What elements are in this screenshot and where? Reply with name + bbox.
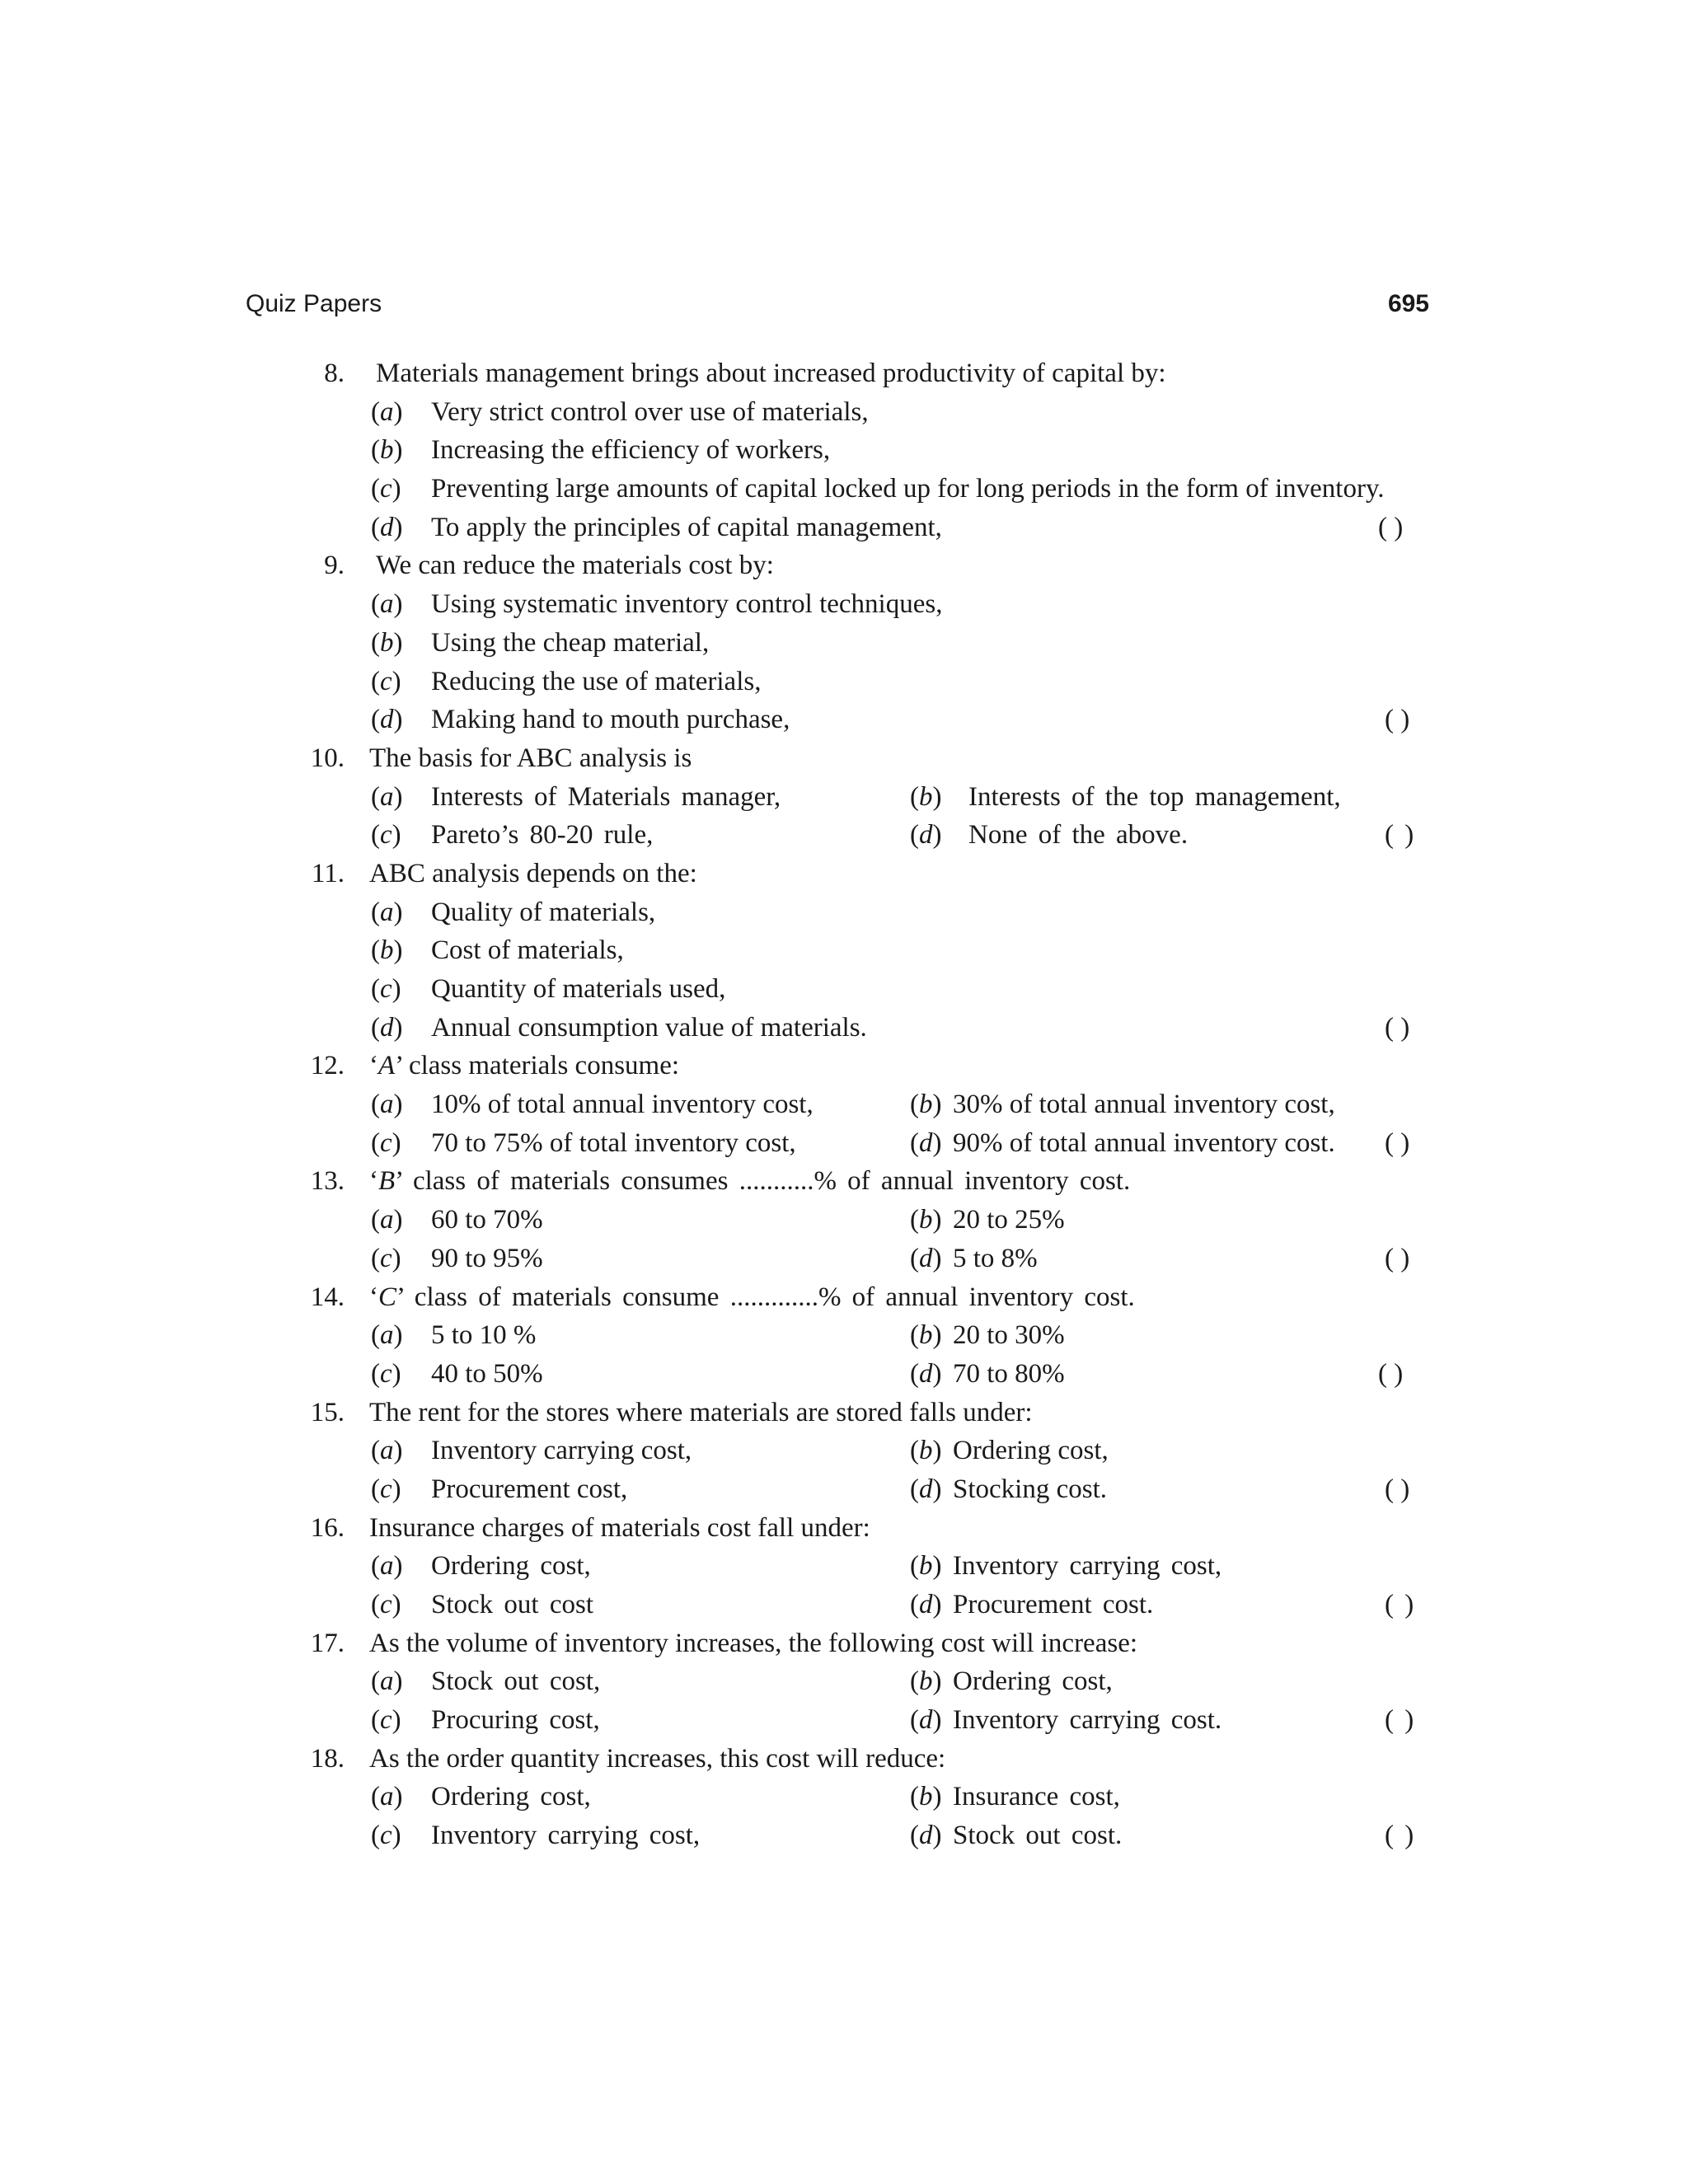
option-b: Ordering cost, — [953, 1436, 1109, 1466]
option-c: 90 to 95% — [431, 1243, 543, 1273]
option-d: 70 to 80% — [953, 1358, 1065, 1389]
option-row — [0, 1085, 1688, 1124]
answer-blank: ( ) — [1385, 1474, 1410, 1504]
option-d: Making hand to mouth purchase, — [431, 705, 790, 735]
question-number: 12. — [310, 1051, 345, 1081]
answer-blank: ( ) — [1385, 1590, 1414, 1619]
option-letter-b: (b) — [371, 435, 403, 466]
option-b: Cost of materials, — [431, 935, 624, 966]
option-row — [0, 1124, 1688, 1163]
option-row — [0, 1778, 1688, 1816]
option-a: Stock out cost, — [431, 1666, 601, 1697]
option-b: Using the cheap material, — [431, 627, 710, 658]
option-d: None of the above. — [968, 820, 1189, 851]
option-b: Interests of the top management, — [968, 781, 1341, 812]
question-number: 15. — [310, 1397, 345, 1427]
question-14 — [0, 1278, 1688, 1317]
option-row — [0, 1240, 1688, 1278]
option-row — [0, 931, 1688, 970]
answer-blank: ( ) — [1385, 820, 1414, 851]
question-text: We can reduce the materials cost by: — [376, 551, 774, 581]
option-a: Quality of materials, — [431, 897, 656, 927]
option-a: Very strict control over use of materials, — [431, 396, 869, 427]
option-letter-b: (b) — [910, 1551, 942, 1582]
running-head-title: Quiz Papers — [246, 290, 382, 317]
question-number: 9. — [324, 551, 345, 581]
option-letter-b: (b) — [910, 1205, 942, 1235]
option-d: Stock out cost. — [953, 1821, 1123, 1851]
answer-blank: ( ) — [1378, 512, 1404, 542]
question-8 — [0, 354, 1688, 393]
option-row — [0, 585, 1688, 624]
option-row — [0, 1470, 1688, 1509]
question-text: The rent for the stores where materials are stored falls under: — [369, 1397, 1033, 1427]
option-b: Insurance cost, — [953, 1782, 1120, 1812]
option-d: Stocking cost. — [953, 1474, 1107, 1504]
option-letter-a: (a) — [371, 1320, 403, 1351]
option-letter-a: (a) — [371, 396, 403, 427]
option-letter-d: (d) — [910, 820, 942, 851]
option-letter-d: (d) — [371, 512, 403, 542]
option-a: 60 to 70% — [431, 1205, 543, 1235]
option-row — [0, 1586, 1688, 1624]
answer-blank: ( ) — [1385, 705, 1410, 735]
option-letter-c: (c) — [371, 1474, 401, 1504]
option-a: Using systematic inventory control techniques, — [431, 589, 943, 620]
option-d: 90% of total annual inventory cost. — [953, 1127, 1335, 1158]
option-letter-d: (d) — [910, 1243, 942, 1273]
option-b: Increasing the efficiency of workers, — [431, 435, 831, 466]
option-row — [0, 1547, 1688, 1586]
option-row — [0, 1009, 1688, 1047]
question-number: 16. — [310, 1512, 345, 1543]
answer-blank: ( ) — [1385, 1243, 1410, 1273]
option-d: To apply the principles of capital management, — [431, 512, 942, 542]
question-number: 17. — [310, 1628, 345, 1658]
option-letter-d: (d) — [910, 1590, 942, 1619]
option-c: Procurement cost, — [431, 1474, 628, 1504]
question-number: 18. — [310, 1743, 345, 1774]
option-letter-c: (c) — [371, 1243, 401, 1273]
answer-blank: ( ) — [1378, 1358, 1404, 1389]
question-number: 14. — [310, 1282, 345, 1312]
question-9 — [0, 546, 1688, 585]
option-letter-d: (d) — [371, 1012, 403, 1043]
option-letter-c: (c) — [371, 474, 401, 504]
option-a: Ordering cost, — [431, 1782, 591, 1812]
option-letter-c: (c) — [371, 666, 401, 696]
option-letter-b: (b) — [910, 1320, 942, 1351]
option-a: 10% of total annual inventory cost, — [431, 1090, 814, 1120]
option-d: Annual consumption value of materials. — [431, 1012, 867, 1043]
option-b: Inventory carrying cost, — [953, 1551, 1222, 1582]
question-17 — [0, 1624, 1688, 1663]
question-text: The basis for ABC analysis is — [369, 743, 692, 773]
option-a: 5 to 10 % — [431, 1320, 537, 1351]
question-12 — [0, 1047, 1688, 1085]
option-letter-c: (c) — [371, 1590, 401, 1619]
option-letter-d: (d) — [371, 705, 403, 735]
option-row — [0, 1701, 1688, 1740]
option-c: Quantity of materials used, — [431, 974, 726, 1004]
option-letter-b: (b) — [910, 781, 942, 812]
question-text: Insurance charges of materials cost fall under: — [369, 1512, 870, 1543]
option-b: 20 to 30% — [953, 1320, 1065, 1351]
option-row — [0, 624, 1688, 663]
question-15 — [0, 1394, 1688, 1432]
option-letter-a: (a) — [371, 1782, 403, 1812]
option-letter-a: (a) — [371, 1666, 403, 1697]
option-b: Ordering cost, — [953, 1666, 1113, 1697]
option-letter-d: (d) — [910, 1705, 942, 1736]
answer-blank: ( ) — [1385, 1012, 1410, 1043]
answer-blank: ( ) — [1385, 1127, 1410, 1158]
option-c: Pareto’s 80-20 rule, — [431, 820, 654, 851]
question-text: ‘C’ class of materials consume .............% of annual inventory cost. — [369, 1282, 1135, 1312]
option-row — [0, 1432, 1688, 1470]
option-a: Interests of Materials manager, — [431, 781, 781, 812]
question-10 — [0, 739, 1688, 778]
answer-blank: ( ) — [1385, 1705, 1414, 1736]
option-b: 30% of total annual inventory cost, — [953, 1090, 1335, 1120]
option-c: 70 to 75% of total inventory cost, — [431, 1127, 796, 1158]
question-list — [0, 354, 1688, 1855]
option-row — [0, 470, 1688, 509]
question-number: 8. — [324, 359, 345, 388]
option-row — [0, 701, 1688, 739]
page-number: 695 — [1387, 290, 1429, 317]
option-a: Ordering cost, — [431, 1551, 591, 1582]
option-d: Inventory carrying cost. — [953, 1705, 1222, 1736]
question-text: ‘A’ class materials consume: — [369, 1051, 680, 1081]
option-letter-d: (d) — [910, 1358, 942, 1389]
option-c: Inventory carrying cost, — [431, 1821, 701, 1851]
option-c: Stock out cost — [431, 1590, 593, 1619]
option-letter-c: (c) — [371, 1821, 401, 1851]
option-row — [0, 509, 1688, 547]
option-letter-a: (a) — [371, 897, 403, 927]
option-row — [0, 1201, 1688, 1240]
option-letter-c: (c) — [371, 820, 401, 851]
option-row — [0, 816, 1688, 855]
option-letter-a: (a) — [371, 781, 403, 812]
option-letter-b: (b) — [910, 1666, 942, 1697]
question-text: As the volume of inventory increases, the following cost will increase: — [369, 1628, 1138, 1658]
option-letter-a: (a) — [371, 589, 403, 620]
option-row — [0, 1355, 1688, 1394]
option-c: Procuring cost, — [431, 1705, 600, 1736]
option-row — [0, 1662, 1688, 1701]
option-row — [0, 1316, 1688, 1355]
option-letter-c: (c) — [371, 1358, 401, 1389]
question-text: ‘B’ class of materials consumes ...........% of annual inventory cost. — [369, 1166, 1131, 1197]
question-18 — [0, 1740, 1688, 1779]
question-number: 11. — [311, 858, 345, 888]
option-letter-a: (a) — [371, 1436, 403, 1466]
option-letter-b: (b) — [371, 627, 403, 658]
option-letter-c: (c) — [371, 1705, 401, 1736]
option-letter-b: (b) — [371, 935, 403, 966]
option-row — [0, 893, 1688, 932]
option-letter-d: (d) — [910, 1127, 942, 1158]
option-b: 20 to 25% — [953, 1205, 1065, 1235]
option-a: Inventory carrying cost, — [431, 1436, 692, 1466]
option-d: Procurement cost. — [953, 1590, 1154, 1619]
option-row — [0, 393, 1688, 432]
option-row — [0, 431, 1688, 470]
question-number: 10. — [310, 743, 345, 773]
option-c: Preventing large amounts of capital locked up for long periods in the form of inventory. — [431, 474, 1385, 504]
question-16 — [0, 1509, 1688, 1548]
question-number: 13. — [310, 1166, 345, 1197]
question-text: As the order quantity increases, this cost will reduce: — [369, 1743, 946, 1774]
option-row — [0, 663, 1688, 701]
option-letter-a: (a) — [371, 1551, 403, 1582]
option-letter-b: (b) — [910, 1090, 942, 1120]
option-row — [0, 1816, 1688, 1855]
question-text: Materials management brings about increased productivity of capital by: — [376, 359, 1166, 388]
question-11 — [0, 855, 1688, 893]
question-13 — [0, 1162, 1688, 1201]
option-letter-d: (d) — [910, 1474, 942, 1504]
running-head — [246, 290, 1429, 326]
option-letter-c: (c) — [371, 1127, 401, 1158]
option-letter-b: (b) — [910, 1436, 942, 1466]
option-c: Reducing the use of materials, — [431, 666, 762, 696]
question-text: ABC analysis depends on the: — [369, 858, 697, 888]
option-letter-a: (a) — [371, 1205, 403, 1235]
option-letter-c: (c) — [371, 974, 401, 1004]
option-letter-a: (a) — [371, 1090, 403, 1120]
option-c: 40 to 50% — [431, 1358, 543, 1389]
answer-blank: ( ) — [1385, 1821, 1414, 1851]
option-row — [0, 970, 1688, 1009]
option-letter-b: (b) — [910, 1782, 942, 1812]
option-d: 5 to 8% — [953, 1243, 1038, 1273]
option-letter-d: (d) — [910, 1821, 942, 1851]
option-row — [0, 778, 1688, 817]
